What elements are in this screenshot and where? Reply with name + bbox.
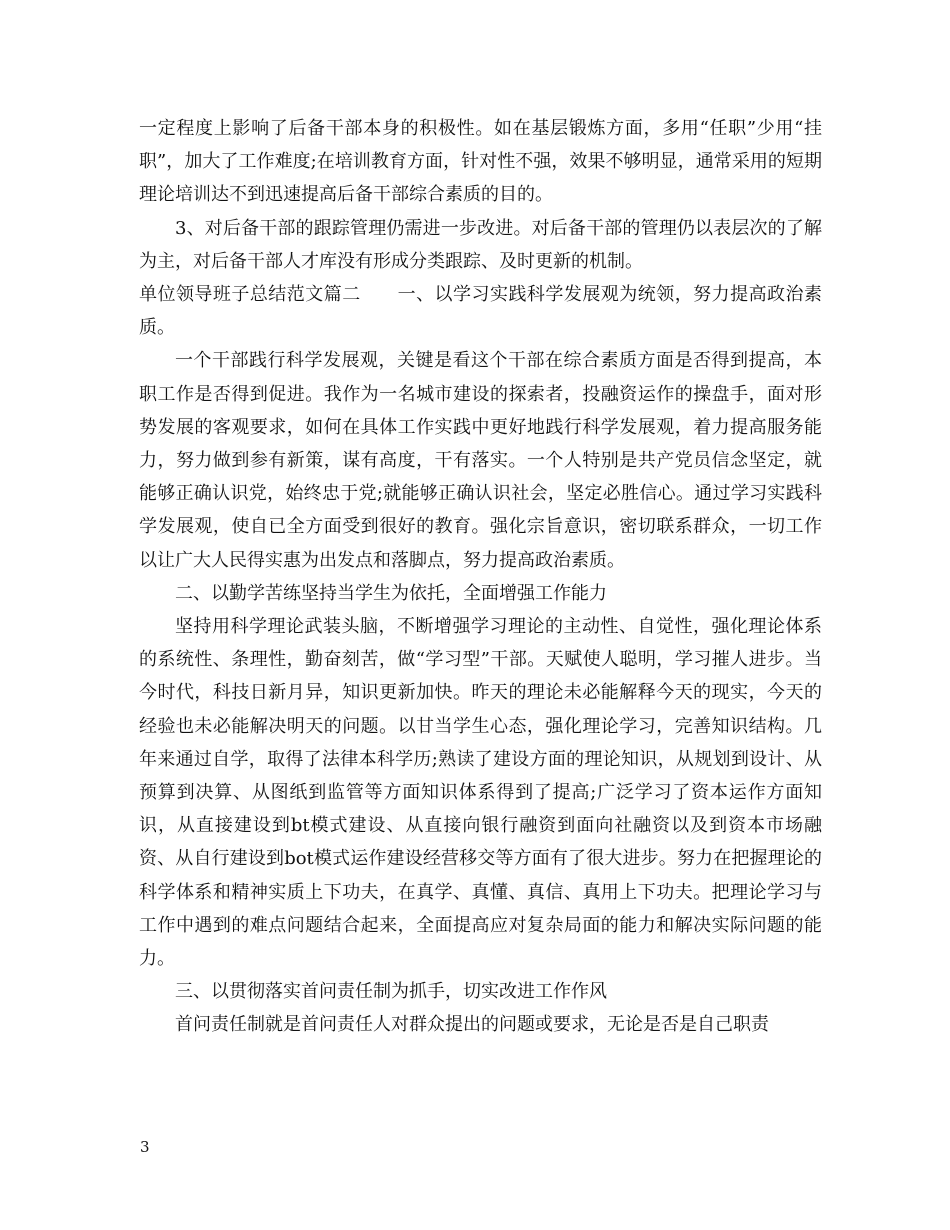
subheading: 二、以勤学苦练坚持当学生为依托，全面增强工作能力 bbox=[175, 582, 607, 604]
paragraph: 首问责任制就是首问责任人对群众提出的问题或要求，无论是否是自己职责 bbox=[175, 1014, 769, 1036]
paragraph: 一定程度上影响了后备干部本身的积极性。如在基层锻炼方面，多用“任职”少用“挂职”，加大了工作难度;在培训教育方面，针对性不强，效果不够明显，通常采用的短期理论培训达不到迅速提高后备干部综合素质的目的。 bbox=[139, 118, 822, 206]
paragraph: 3、对后备干部的跟踪管理仍需进一步改进。对后备干部的管理仍以表层次的了解为主，对后备干部人才库没有形成分类跟踪、及时更新的机制。 bbox=[139, 217, 822, 272]
body-text bbox=[139, 112, 822, 1042]
paragraph: 一个干部践行科学发展观，关键是看这个干部在综合素质方面是否得到提高，本职工作是否得到促进。我作为一名城市建设的探索者，投融资运作的操盘手，面对形势发展的客观要求，如何在具体工作实践中更好地践行科学发展观，着力提高服务能力，努力做到参有新策，谋有高度，干有落实。一个人特别是共产党员信念坚定，就能够正确认识党，始终忠于党;就能够正确认识社会，坚定必胜信心。通过学习实践科学发展观，使自已全方面受到很好的教育。强化宗旨意识，密切联系群众，一切工作以让广大人民得实惠为出发点和落脚点，努力提高政治素质。 bbox=[139, 350, 822, 571]
paragraph: 坚持用科学理论武装头脑，不断增强学习理论的主动性、自觉性，强化理论体系的系统性、条理性，勤奋刻苦，做“学习型”干部。天赋使人聪明，学习摧人进步。当今时代，科技日新月异，知识更新加快。昨天的理论未必能解释今天的现实，今天的经验也未必能解决明天的问题。以甘当学生心态，强化理论学习，完善知识结构。几年来通过自学，取得了法律本科学历;熟读了建设方面的理论知识，从规划到设计、从预算到决算、从图纸到监管等方面知识体系得到了提高;广泛学习了资本运作方面知识，从直接建设到bt模式建设、从直接向银行融资到面向社融资以及到资本市场融资、从自行建设到bot模式运作建设经营移交等方面有了很大进步。努力在把握理论的科学体系和精神实质上下功夫，在真学、真懂、真信、真用上下功夫。把理论学习与工作中遇到的难点问题结合起来，全面提高应对复杂局面的能力和解决实际问题的能力。 bbox=[139, 616, 822, 970]
subheading: 三、以贯彻落实首问责任制为抓手，切实改进工作作风 bbox=[175, 981, 607, 1003]
page-number: 3 bbox=[140, 1138, 150, 1156]
section-heading-paragraph: 单位领导班子总结范文篇二 一、以学习实践科学发展观为统领，努力提高政治素质。 bbox=[139, 284, 822, 339]
